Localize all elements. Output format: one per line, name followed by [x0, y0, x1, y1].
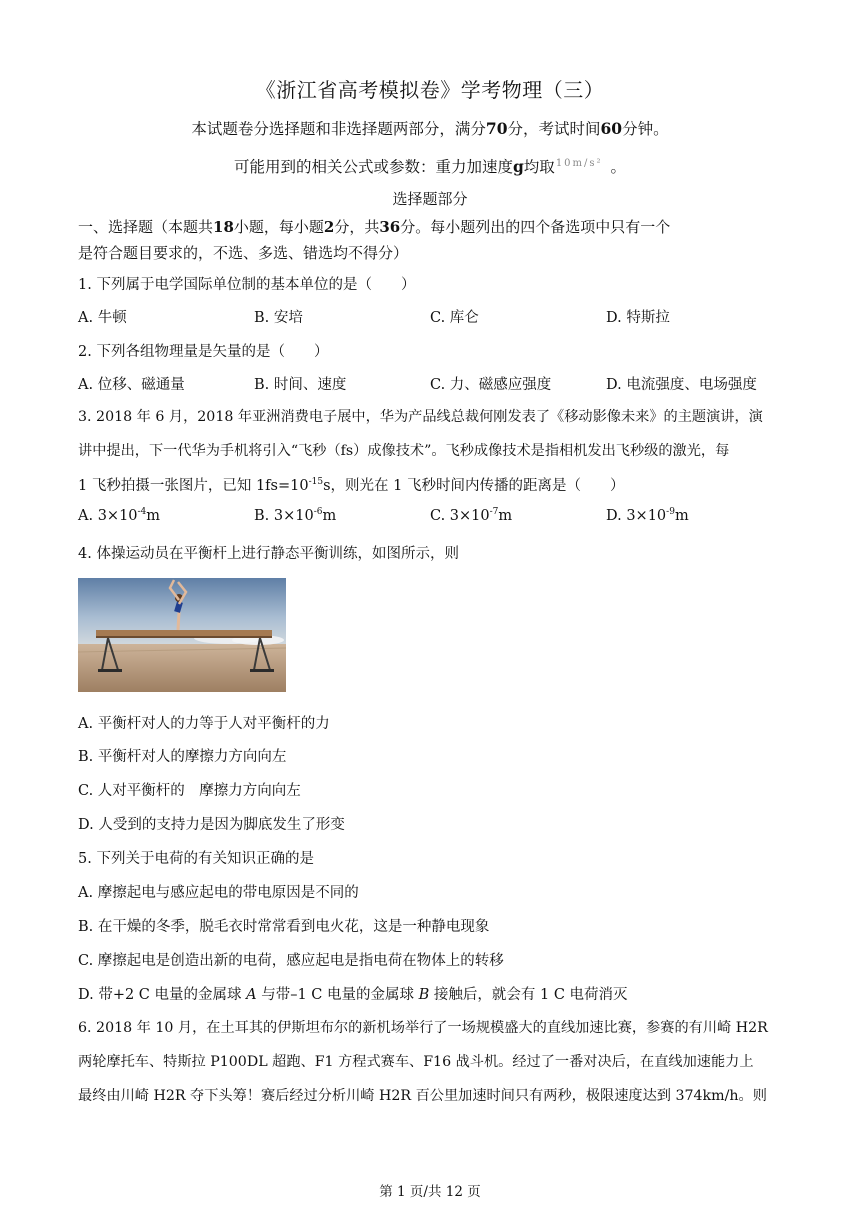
points-each: 2 — [323, 218, 335, 236]
option-text: D. 带+2 C 电量的金属球 — [78, 987, 247, 1003]
instr-text: 分。每小题列出的四个备选项中只有一个 — [400, 218, 671, 236]
option-unit: m — [322, 508, 337, 524]
question-4-stem: 4. 体操运动员在平衡杆上进行静态平衡训练，如图所示，则 — [78, 546, 459, 562]
q2-option-c: C. 力、磁感应强度 — [430, 377, 552, 393]
q4-option-c: C. 人对平衡杆的 摩擦力方向向左 — [78, 783, 301, 799]
page-title: 《浙江省高考模拟卷》学考物理（三） — [255, 78, 605, 102]
question-6-line-3: 最终由川崎 H2R 夺下头筹！赛后经过分析川崎 H2R 百公里加速时间只有两秒，极限速度达到 374km/h。则 — [78, 1088, 767, 1104]
q5-option-a: A. 摩擦起电与感应起电的带电原因是不同的 — [78, 885, 359, 901]
intro-line-1 — [0, 117, 860, 139]
score-total: 70 — [485, 119, 508, 138]
q2-option-d: D. 电流强度、电场强度 — [606, 377, 757, 393]
page-number-footer: 第 1 页/共 12 页 — [379, 1184, 481, 1200]
question-2-stem: 2. 下列各组物理量是矢量的是（ ） — [78, 344, 329, 360]
option-unit: m — [146, 508, 161, 524]
intro-text: 分，考试时间 — [507, 120, 601, 138]
q4-option-b: B. 平衡杆对人的摩擦力方向向左 — [78, 749, 287, 765]
intro-text: 本试题卷分选择题和非选择题两部分，满分 — [191, 120, 486, 138]
question-5-stem: 5. 下列关于电荷的有关知识正确的是 — [78, 851, 314, 867]
q5-option-d — [78, 983, 628, 1004]
balance-beam-photo — [78, 578, 286, 692]
q1-option-d: D. 特斯拉 — [606, 310, 670, 326]
instr-text: 一、选择题（本题共 — [78, 218, 214, 236]
question-3-line-3 — [78, 474, 624, 495]
option-text: D. 3×10 — [606, 508, 667, 524]
q3-text: 1 飞秒拍摄一张图片，已知 1fs=10 — [78, 478, 309, 494]
question-6-line-1: 6. 2018 年 10 月，在土耳其的伊斯坦布尔的新机场举行了一场规模盛大的直线加速比赛，参赛的有川崎 H2R — [78, 1020, 768, 1036]
q1-option-b: B. 安培 — [254, 310, 303, 326]
part-instructions-2: 是符合题目要求的，不选、多选、错选均不得分） — [78, 244, 409, 262]
option-unit: m — [498, 508, 513, 524]
q3-text: s，则光在 1 飞秒时间内传播的距离是（ ） — [323, 478, 625, 494]
q3-option-a — [78, 508, 160, 524]
points-total: 36 — [379, 218, 401, 236]
q4-option-d: D. 人受到的支持力是因为脚底发生了形变 — [78, 817, 345, 833]
intro-line-2 — [0, 155, 860, 177]
symbol-a: A — [246, 987, 257, 1003]
option-text: C. 3×10 — [430, 508, 490, 524]
exponent: -9 — [666, 507, 675, 518]
option-text: 与带–1 C 电量的金属球 — [256, 987, 419, 1003]
time-total: 60 — [600, 119, 623, 138]
option-unit: m — [674, 508, 689, 524]
intro-text: 分钟。 — [622, 120, 669, 138]
q3-option-b — [254, 508, 336, 524]
q1-option-c: C. 库仑 — [430, 310, 479, 326]
exponent: -4 — [137, 507, 147, 518]
exponent: -7 — [489, 507, 499, 518]
option-text: A. 3×10 — [78, 508, 138, 524]
question-3-line-1: 3. 2018 年 6 月，2018 年亚洲消费电子展中，华为产品线总裁何刚发表了《移动影像未来》的主题演讲，演 — [78, 409, 763, 425]
q5-option-b: B. 在干燥的冬季，脱毛衣时常常看到电火花，这是一种静电现象 — [78, 919, 490, 935]
gravity-value: 10m/s² — [555, 158, 603, 169]
instr-text: 分，共 — [334, 218, 380, 236]
q3-option-c — [430, 508, 512, 524]
symbol-g: g — [512, 157, 524, 176]
part-instructions-1 — [78, 216, 670, 237]
intro-text: 可能用到的相关公式或参数：重力加速度 — [233, 158, 513, 176]
option-text: B. 3×10 — [254, 508, 314, 524]
exponent: -15 — [308, 477, 324, 488]
question-3-line-2: 讲中提出，下一代华为手机将引入“飞秒（fs）成像技术”。飞秒成像技术是指相机发出飞秒级的激光，每 — [78, 443, 730, 459]
q2-option-a: A. 位移、磁通量 — [78, 377, 185, 393]
instr-text: 小题，每小题 — [233, 218, 324, 236]
question-6-line-2: 两轮摩托车、特斯拉 P100DL 超跑、F1 方程式赛车、F16 战斗机。经过了一番对决后，在直线加速能力上 — [78, 1054, 754, 1070]
question-count: 18 — [213, 218, 234, 236]
exponent: -6 — [313, 507, 323, 518]
intro-text: 均取 — [523, 158, 555, 176]
gymnast-on-beam-image — [78, 578, 286, 692]
question-1-stem: 1. 下列属于电学国际单位制的基本单位的是（ ） — [78, 277, 416, 293]
q5-option-c: C. 摩擦起电是创造出新的电荷，感应起电是指电荷在物体上的转移 — [78, 953, 504, 969]
q4-option-a: A. 平衡杆对人的力等于人对平衡杆的力 — [78, 716, 330, 732]
option-text: 接触后，就会有 1 C 电荷消灭 — [429, 987, 628, 1003]
q2-option-b: B. 时间、速度 — [254, 377, 347, 393]
section-heading: 选择题部分 — [392, 190, 468, 208]
q1-option-a: A. 牛顿 — [78, 310, 127, 326]
symbol-b: B — [418, 987, 430, 1003]
intro-text: 。 — [610, 158, 627, 176]
q3-option-d — [606, 508, 689, 524]
